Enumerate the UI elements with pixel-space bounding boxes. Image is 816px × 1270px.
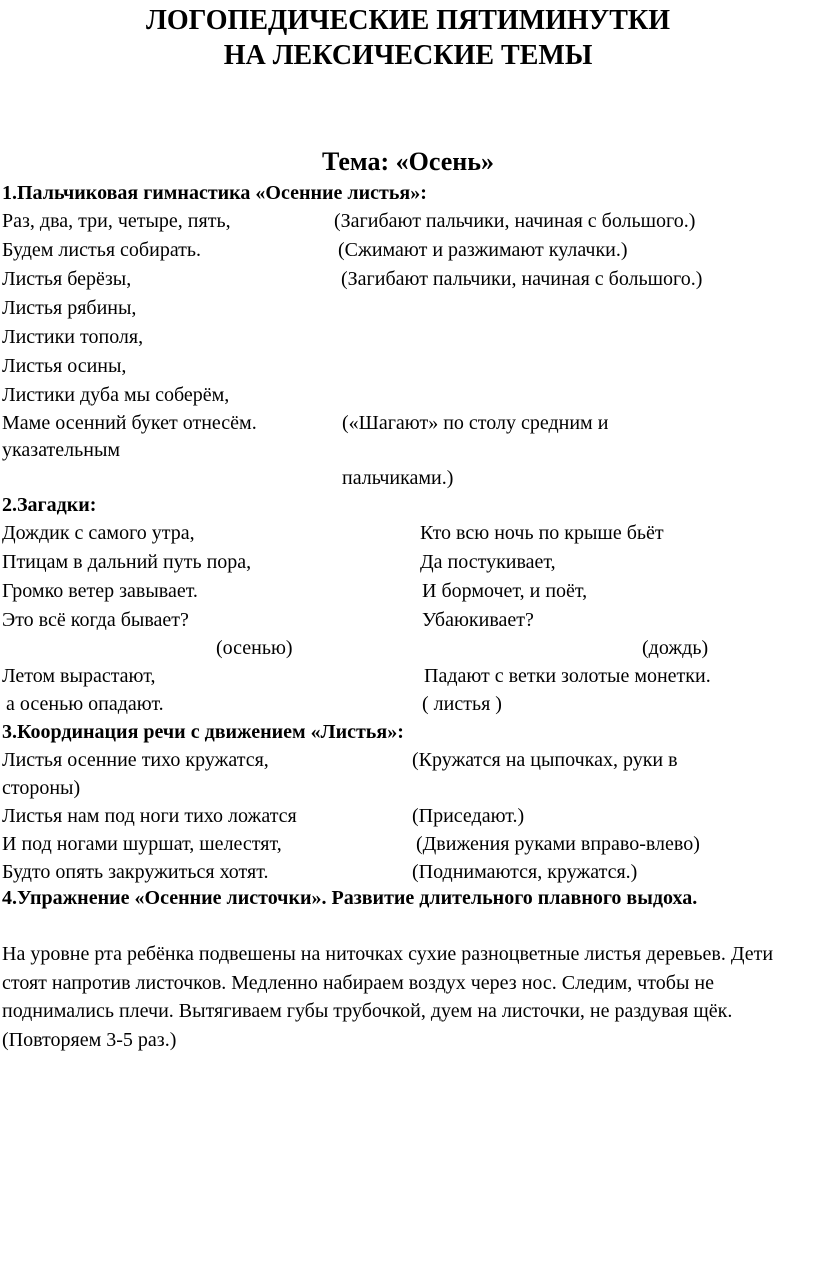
poem-line: Листья нам под ноги тихо ложатся: [2, 805, 297, 827]
poem-note: (Поднимаются, кружатся.): [412, 861, 638, 883]
poem-line: И под ногами шуршат, шелестят,: [2, 833, 282, 855]
section-3-heading: 3.Координация речи с движением «Листья»:: [2, 721, 404, 743]
riddle-line: Это всё когда бывает?: [2, 609, 189, 631]
poem-note-wrap: пальчиками.): [342, 467, 454, 489]
riddle-line: Убаюкивает?: [422, 609, 534, 631]
riddle-line: а осенью опадают.: [6, 693, 164, 715]
poem-note: (Сжимают и разжимают кулачки.): [338, 239, 628, 261]
poem-note: (Движения руками вправо-влево): [416, 833, 700, 855]
poem-note-wrap: указательным: [2, 439, 121, 461]
poem-line: Листики тополя,: [2, 326, 144, 348]
section-4-heading: 4.Упражнение «Осенние листочки». Развитие длительного плавного выдоха.: [2, 887, 698, 909]
poem-line: Будем листья собирать.: [2, 239, 202, 261]
poem-note: (Приседают.): [412, 805, 525, 827]
document-title-line-2: НА ЛЕКСИЧЕСКИЕ ТЕМЫ: [223, 40, 593, 71]
riddle-line: И бормочет, и поёт,: [422, 580, 588, 602]
poem-line: Листья осины,: [2, 355, 127, 377]
riddle-line: Летом вырастают,: [2, 665, 156, 687]
riddle-line: Громко ветер завывает.: [2, 580, 198, 602]
poem-line: Листики дуба мы соберём,: [2, 384, 230, 406]
riddle-answer: ( листья ): [422, 693, 502, 715]
poem-line: Листья рябины,: [2, 297, 137, 319]
riddle-answer: (дождь): [642, 637, 709, 659]
poem-line: Маме осенний букет отнесём.: [2, 412, 257, 434]
riddle-answer: (осенью): [216, 637, 293, 659]
riddle-line: Кто всю ночь по крыше бьёт: [420, 522, 664, 544]
poem-line: Листья осенние тихо кружатся,: [2, 749, 269, 771]
document-title-line-1: ЛОГОПЕДИЧЕСКИЕ ПЯТИМИНУТКИ: [146, 5, 670, 36]
poem-line: Раз, два, три, четыре, пять,: [2, 210, 231, 232]
poem-note: (Загибают пальчики, начиная с большого.): [334, 210, 696, 232]
poem-note: (Загибают пальчики, начиная с большого.): [341, 268, 703, 290]
riddle-line: Падают с ветки золотые монетки.: [424, 665, 711, 687]
riddle-line: Дождик с самого утра,: [2, 522, 195, 544]
poem-note: (Кружатся на цыпочках, руки в: [412, 749, 678, 771]
riddle-line: Да постукивает,: [420, 551, 556, 573]
section-1-heading: 1.Пальчиковая гимнастика «Осенние листья»:: [2, 182, 427, 204]
poem-note-wrap: стороны): [2, 777, 81, 799]
section-4-body: На уровне рта ребёнка подвешены на ниточках сухие разноцветные листья деревьев. Дети стоят напротив листочков. Медленно набираем воздух через нос. Следим, чтобы не поднимались плечи. Вытягиваем губы трубочкой, дуем на листочки, не раздувая щёк. (Повторяем 3-5 раз.): [2, 943, 774, 1051]
section-2-heading: 2.Загадки:: [2, 494, 97, 516]
topic-heading: Тема: «Осень»: [322, 147, 494, 176]
poem-line: Листья берёзы,: [2, 268, 132, 290]
poem-line: Будто опять закружиться хотят.: [2, 861, 269, 883]
poem-note: («Шагают» по столу средним и: [342, 412, 609, 434]
riddle-line: Птицам в дальний путь пора,: [2, 551, 252, 573]
